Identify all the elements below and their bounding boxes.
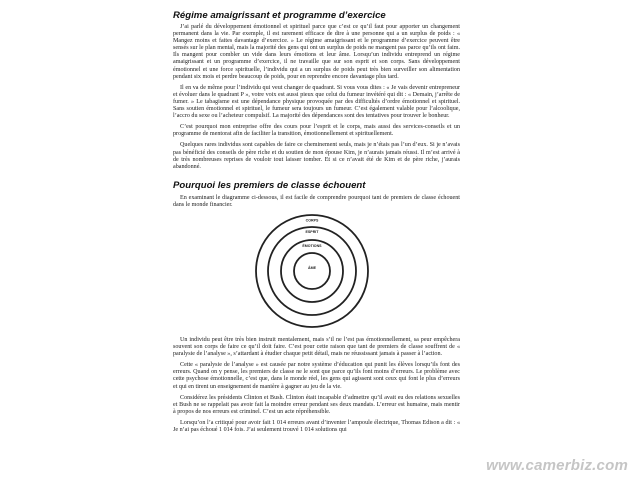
circle-ame	[294, 253, 330, 289]
paragraph: Il en va de même pour l’individu qui veut changer de quadrant. Si vous vous dites : « Je vais devenir entrepreneur et évoluer dans le quadrant P », votre voix est aussi pieux que celui du fumeur invétéré qui dit : « Demain, j’arrête de fumer. » Le tabagisme est une dépendance physique provoquée par des difficultés d’ordre émotionnel et spirituel. Sans soutien émotionnel et spirituel, le fumeur sera toujours un fumeur. C’est également valable pour l’alcoolique, l’accro du sexe ou l’acheteur compulsif. La majorité des dépendances sont des tentatives pour trouver le bonheur.	[173, 84, 460, 120]
label-emotions: ÉMOTIONS	[302, 243, 322, 248]
paragraph: Un individu peut être très bien instruit mentalement, mais s’il ne l’est pas émotionnellement, sa peur empêchera souvent son corps de faire ce qu’il doit faire. C’est pour cette raison que tant de premiers de classe souffrent de « paralysie de l’analyse », s’attardant à étudier chaque petit détail, mais ne réussissant jamais à passer à l’action.	[173, 336, 460, 358]
watermark: www.camerbiz.com	[486, 457, 628, 474]
paragraph: En examinant le diagramme ci-dessous, il est facile de comprendre pourquoi tant de premiers de classe échouent dans le monde financier.	[173, 194, 460, 208]
paragraph: J’ai parlé du développement émotionnel et spirituel parce que c’est ce qu’il faut pour apporter un changement permanent dans la vie. Par exemple, il est rarement efficace de dire à une personne qui a un surplus de poids : « Mangez moins et faites davantage d’exercice. » Le régime amaigrissant et le programme d’exercice peuvent être sensés sur le plan mental, mais la majorité des gens qui ont un surplus de poids ne mangent pas parce qu’ils ont faim. Ils mangent pour combler un vide dans leurs émotions et leur âme. Lorsqu’un individu entreprend un régime amaigrissant et un programme d’exercice, il ne travaille que sur son esprit et son corps. Sans développement émotionnel et une force spirituelle, l’individu qui a un surplus de poids peut très bien surveiller son alimentation pendant six mois et perdre beaucoup de poids, pour en reprendre encore davantage plus tard.	[173, 24, 460, 80]
document-page	[173, 10, 460, 438]
section-title: Pourquoi les premiers de classe échouent	[173, 179, 366, 191]
paragraph: Considérez les présidents Clinton et Bush. Clinton était incapable d’admettre qu’il avait eu des relations sexuelles et Bush ne se rappelait pas avoir fait la moindre erreur pendant ses deux mandats. L’erreur est humaine, mais mentir à propos de nos erreurs est criminel. C’est un acte répréhensible.	[173, 394, 460, 415]
label-esprit: ESPRIT	[305, 229, 319, 234]
paragraph: Cette « paralysie de l’analyse » est causée par notre système d’éducation qui punit les élèves lorsqu’ils font des erreurs. Quand on y pense, les premiers de classe ne le sont que parce qu’ils font moins d’erreurs. Le problème avec cette psychose émotionnelle, c’est que, dans le monde réel, les gens qui agissent sont ceux qui font le plus d’erreurs et qui en tirent un enseignement de manière à gagner au jeu de la vie.	[173, 362, 460, 390]
paragraph: C’est pourquoi mon entreprise offre des cours pour l’esprit et le corps, mais aussi des services-conseils et un programme de mentorat afin de faciliter la transition, émotionnellement et spirituellement.	[173, 124, 460, 138]
lower-text	[173, 337, 460, 434]
paragraph: Quelques rares individus sont capables de faire ce cheminement seuls, mais je n’étais pas l’un d’eux. Si je n’avais pas bénéficié des conseils de père riche et du soutien de mon épouse Kim, je n’aurais jamais réussi. Il m’est arrivé à de très nombreuses reprises de vouloir tout laisser tomber. Et si ce n’avait été de Kim et de père riche, j’aurais abandonné.	[173, 142, 460, 170]
section-title: Régime amaigrissant et programme d’exercice	[173, 10, 386, 21]
label-corps: CORPS	[305, 218, 319, 223]
concentric-circles-diagram	[173, 213, 460, 329]
label-ame: ÂME	[308, 265, 316, 270]
circle-emotions	[281, 240, 343, 302]
diagram-svg	[253, 213, 371, 329]
paragraph: Lorsqu’on l’a critiqué pour avoir fait 1 014 erreurs avant d’inventer l’ampoule électrique, Thomas Edison a dit : « Je n’ai pas échoué 1 014 fois. J’ai seulement trouvé 1 014 solutions qui	[173, 419, 460, 433]
